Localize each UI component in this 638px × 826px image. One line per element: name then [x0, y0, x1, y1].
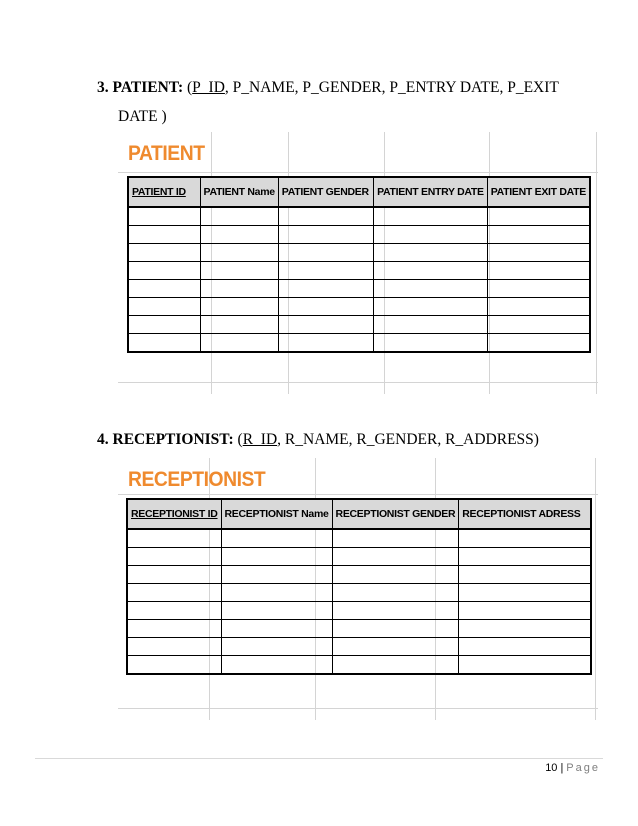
- table-cell: [487, 298, 590, 316]
- table-cell: [332, 638, 459, 656]
- table-cell: [221, 529, 332, 548]
- table-cell: [221, 602, 332, 620]
- attribute-open-paren: (: [237, 431, 243, 448]
- section-title: RECEPTIONIST:: [112, 431, 234, 448]
- table-cell: [487, 262, 590, 280]
- attribute-open-paren: (: [187, 79, 193, 96]
- table-cell: [459, 529, 591, 548]
- table-cell: [332, 584, 459, 602]
- column-header: PATIENT ID: [128, 177, 200, 207]
- section-title: PATIENT:: [112, 79, 184, 96]
- table-cell: [278, 262, 373, 280]
- footer-divider: [35, 758, 603, 759]
- table-cell: [127, 529, 221, 548]
- table-cell: [487, 280, 590, 298]
- table-cell: [221, 548, 332, 566]
- patient-table: [127, 176, 591, 353]
- table-cell: [332, 529, 459, 548]
- table-cell: [128, 334, 200, 353]
- table-cell: [127, 548, 221, 566]
- column-header: PATIENT ENTRY DATE: [374, 177, 488, 207]
- table-cell: [221, 620, 332, 638]
- table-cell: [200, 226, 278, 244]
- table-row: [127, 548, 591, 566]
- table-cell: [374, 262, 488, 280]
- attribute-list: , R_NAME, R_GENDER, R_ADDRESS): [277, 431, 539, 448]
- table-cell: [332, 548, 459, 566]
- table-cell: [128, 226, 200, 244]
- column-header: RECEPTIONIST ADRESS: [459, 499, 591, 529]
- table-cell: [459, 548, 591, 566]
- patient-table-body: [128, 207, 590, 352]
- attribute-list: , P_NAME, P_GENDER, P_ENTRY DATE, P_EXIT: [224, 79, 559, 96]
- table-cell: [374, 316, 488, 334]
- table-cell: [127, 620, 221, 638]
- table-cell: [200, 262, 278, 280]
- table-cell: [332, 656, 459, 675]
- table-header-row: [127, 499, 591, 529]
- table-cell: [127, 638, 221, 656]
- table-row: [128, 334, 590, 353]
- page-label: Page: [566, 762, 600, 774]
- table-cell: [487, 226, 590, 244]
- table-cell: [127, 566, 221, 584]
- table-cell: [278, 280, 373, 298]
- table-cell: [332, 566, 459, 584]
- table-cell: [374, 226, 488, 244]
- table-cell: [332, 602, 459, 620]
- table-cell: [487, 244, 590, 262]
- table-cell: [374, 207, 488, 226]
- table-row: [128, 316, 590, 334]
- table-row: [127, 602, 591, 620]
- section-number: 4.: [97, 431, 109, 448]
- table-cell: [127, 602, 221, 620]
- receptionist-sheet-title: RECEPTIONIST: [128, 468, 266, 491]
- column-header: RECEPTIONIST Name: [221, 499, 332, 529]
- table-cell: [278, 244, 373, 262]
- section-number: 3.: [97, 79, 109, 96]
- table-cell: [128, 207, 200, 226]
- receptionist-table-body: [127, 529, 591, 674]
- table-cell: [278, 316, 373, 334]
- table-row: [127, 566, 591, 584]
- table-row: [127, 529, 591, 548]
- table-cell: [332, 620, 459, 638]
- table-cell: [221, 656, 332, 675]
- table-cell: [127, 656, 221, 675]
- table-row: [128, 207, 590, 226]
- patient-sheet-title: PATIENT: [128, 142, 205, 165]
- table-row: [127, 638, 591, 656]
- table-cell: [128, 262, 200, 280]
- table-row: [128, 262, 590, 280]
- primary-key: R_ID: [242, 431, 278, 448]
- table-cell: [200, 207, 278, 226]
- section-4-heading: [97, 429, 539, 451]
- table-cell: [374, 244, 488, 262]
- page-number: 10: [545, 762, 558, 774]
- table-cell: [459, 584, 591, 602]
- table-cell: [459, 620, 591, 638]
- table-row: [128, 298, 590, 316]
- table-cell: [200, 334, 278, 353]
- table-cell: [278, 207, 373, 226]
- table-cell: [128, 244, 200, 262]
- table-cell: [128, 298, 200, 316]
- table-cell: [459, 656, 591, 675]
- table-cell: [374, 280, 488, 298]
- table-row: [128, 226, 590, 244]
- table-cell: [200, 298, 278, 316]
- receptionist-sheet-figure: [118, 458, 598, 720]
- table-cell: [127, 584, 221, 602]
- table-cell: [459, 602, 591, 620]
- table-cell: [487, 207, 590, 226]
- table-header-row: [128, 177, 590, 207]
- table-row: [127, 584, 591, 602]
- table-cell: [221, 638, 332, 656]
- table-cell: [459, 638, 591, 656]
- primary-key: P_ID: [192, 79, 225, 96]
- column-header: RECEPTIONIST GENDER: [332, 499, 459, 529]
- column-header: RECEPTIONIST ID: [127, 499, 221, 529]
- table-cell: [278, 226, 373, 244]
- table-cell: [128, 316, 200, 334]
- table-cell: [200, 316, 278, 334]
- column-header: PATIENT GENDER: [278, 177, 373, 207]
- table-cell: [374, 298, 488, 316]
- table-cell: [278, 298, 373, 316]
- table-row: [127, 656, 591, 675]
- patient-sheet-figure: [118, 132, 598, 394]
- table-cell: [221, 566, 332, 584]
- table-row: [128, 280, 590, 298]
- table-cell: [221, 584, 332, 602]
- table-row: [128, 244, 590, 262]
- column-header: PATIENT Name: [200, 177, 278, 207]
- table-cell: [128, 280, 200, 298]
- page-footer: [545, 762, 600, 774]
- table-row: [127, 620, 591, 638]
- table-cell: [200, 244, 278, 262]
- footer-separator: |: [560, 762, 564, 774]
- table-cell: [459, 566, 591, 584]
- table-cell: [374, 334, 488, 353]
- receptionist-table: [126, 498, 592, 675]
- table-cell: [278, 334, 373, 353]
- column-header: PATIENT EXIT DATE: [487, 177, 590, 207]
- table-cell: [487, 334, 590, 353]
- table-cell: [487, 316, 590, 334]
- section-3-heading-continuation: DATE ): [118, 108, 167, 125]
- table-cell: [200, 280, 278, 298]
- section-3-heading: [97, 77, 577, 99]
